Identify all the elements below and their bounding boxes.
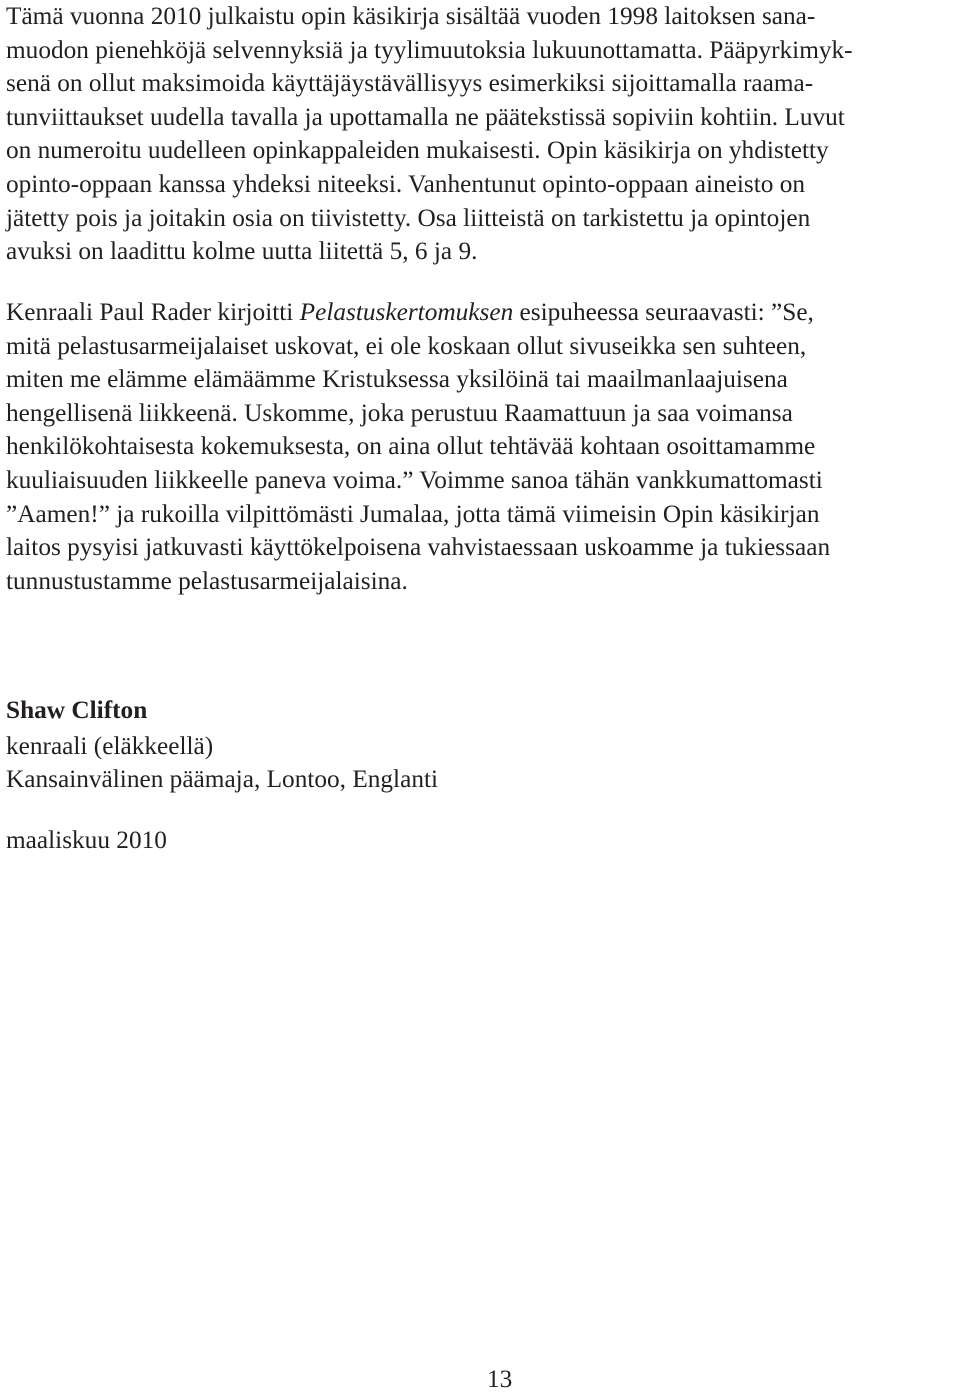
signature-name: Shaw Clifton xyxy=(6,696,148,724)
page-number: 13 xyxy=(487,1365,513,1393)
text-line: senä on ollut maksimoida käyttäjäystävällisyys esimerkiksi sijoittamalla raama- xyxy=(6,69,814,98)
signature-place: Kansainvälinen päämaja, Lontoo, Englanti xyxy=(6,765,439,793)
text-line: laitos pysyisi jatkuvasti käyttökelpoisena vahvistaessaan uskoamme ja tukiessaan xyxy=(6,533,831,562)
text-line: muodon pienehköjä selvennyksiä ja tyylimuutoksia lukuunottamatta. Pääpyrkimyk- xyxy=(6,35,853,64)
text-line: tunviittaukset uudella tavalla ja upottamalla ne päätekstissä sopiviin kohtiin. Luvut xyxy=(6,102,845,131)
text-line: on numeroitu uudelleen opinkappaleiden mukaisesti. Opin käsikirja on yhdistetty xyxy=(6,136,829,165)
text-line: miten me elämme elämäämme Kristuksessa yksilöinä tai maailmanlaajuisena xyxy=(6,365,788,394)
text-line: jätetty pois ja joitakin osia on tiivistetty. Osa liitteistä on tarkistettu ja opintojen xyxy=(6,203,811,232)
text-line xyxy=(6,296,946,330)
signature-date: maaliskuu 2010 xyxy=(6,826,167,854)
text-line: Tämä vuonna 2010 julkaistu opin käsikirja sisältää vuoden 1998 laitoksen sana- xyxy=(6,2,816,30)
document-page xyxy=(6,0,956,1396)
text-line: tunnustustamme pelastusarmeijalaisina. xyxy=(6,566,408,595)
quote-paragraph xyxy=(6,296,946,598)
text-segment: Kenraali Paul Rader kirjoitti xyxy=(6,298,300,326)
text-line: henkilökohtaisesta kokemuksesta, on aina ollut tehtävää kohtaan osoittamamme xyxy=(6,432,816,461)
text-line: ”Aamen!” ja rukoilla vilpittömästi Jumalaa, jotta tämä viimeisin Opin käsikirjan xyxy=(6,499,820,528)
text-line: opinto-oppaan kanssa yhdeksi niteeksi. Vanhentunut opinto-oppaan aineisto on xyxy=(6,169,806,198)
text-line: avuksi on laadittu kolme uutta liitettä 5, 6 ja 9. xyxy=(6,237,478,266)
text-line: kuuliaisuuden liikkeelle paneva voima.” Voimme sanoa tähän vankkumattomasti xyxy=(6,465,823,494)
intro-paragraph xyxy=(6,0,946,269)
book-title: Pelastuskertomuksen xyxy=(299,298,514,326)
signature-title: kenraali (eläkkeellä) xyxy=(6,732,214,760)
text-line: mitä pelastusarmeijalaiset uskovat, ei ole koskaan ollut sivuseikka sen suhteen, xyxy=(6,331,807,360)
text-segment: esipuheessa seuraavasti: ”Se, xyxy=(513,298,814,326)
text-line: hengellisenä liikkeenä. Uskomme, joka perustuu Raamattuun ja saa voimansa xyxy=(6,398,793,427)
